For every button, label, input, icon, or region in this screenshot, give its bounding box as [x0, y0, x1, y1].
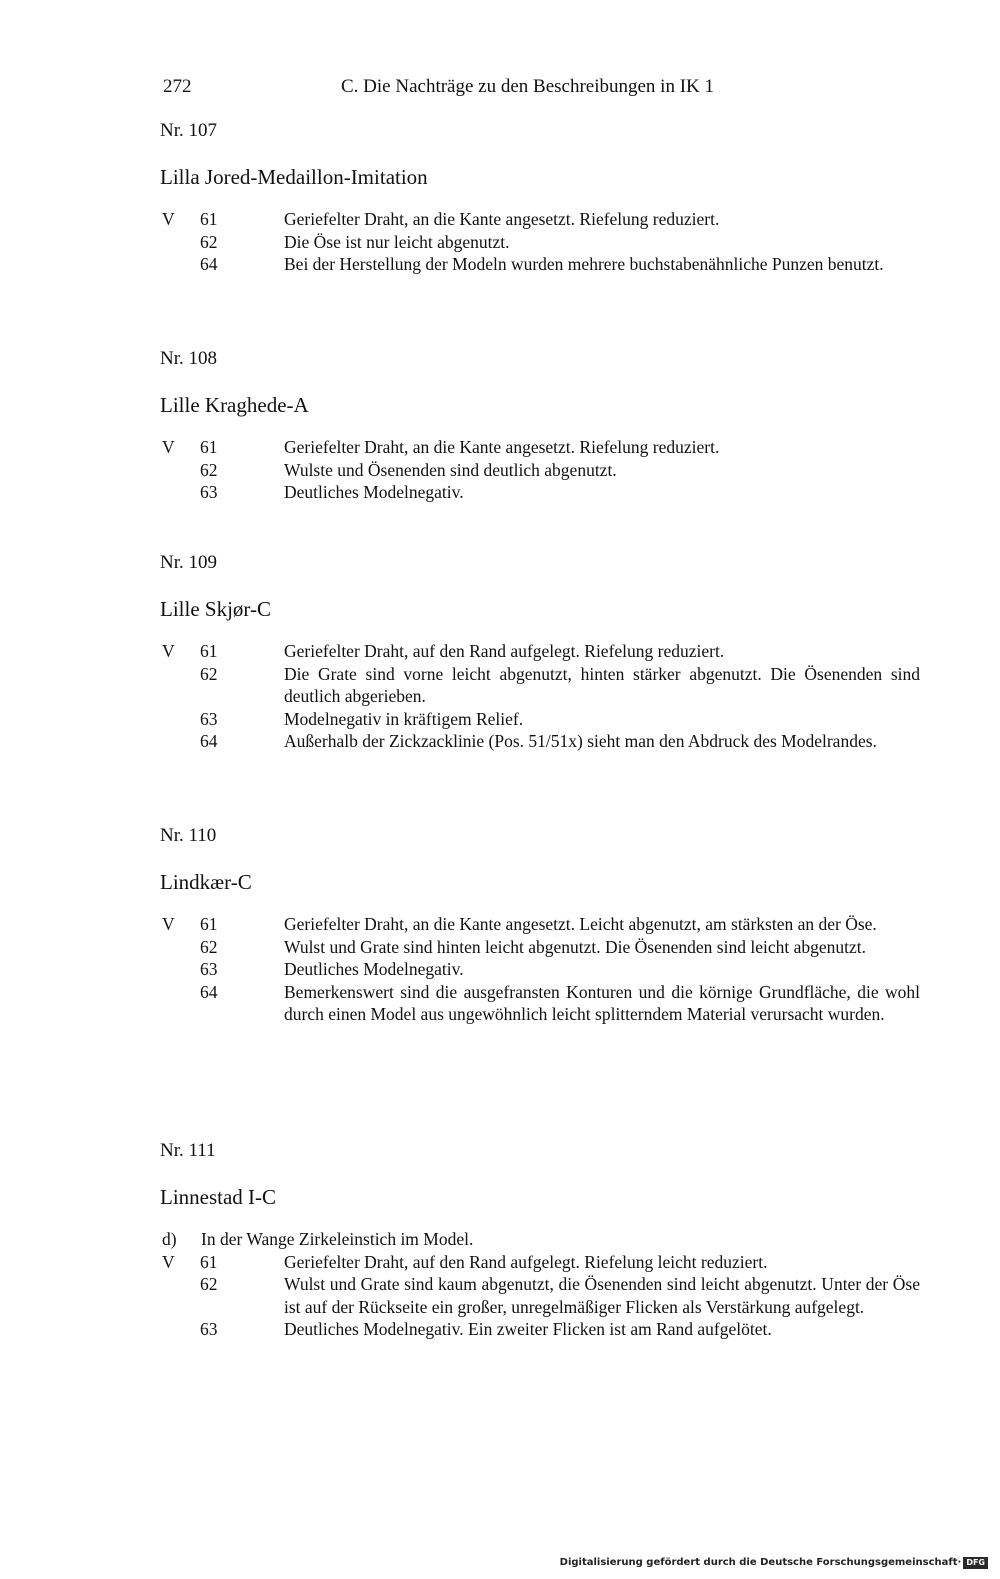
footer-separator: · — [957, 1557, 962, 1568]
dfg-logo-icon: DFG — [963, 1557, 988, 1569]
remark-text: Deutliches Modelnegativ. — [284, 959, 464, 979]
position-number: 62 — [200, 936, 218, 957]
position-number: 61 — [200, 1251, 218, 1272]
remark-row — [160, 1228, 920, 1251]
entry-nr-109 — [160, 549, 920, 753]
entry-nr-110 — [160, 822, 920, 1026]
position-number: 63 — [200, 708, 218, 729]
entry-title: Lindkær-C — [160, 870, 252, 894]
remark-text: Die Öse ist nur leicht abgenutzt. — [284, 231, 510, 252]
remark-text: Die Grate sind vorne leicht abgenutzt, hinten stärker abgenutzt. Die Ösenenden sind deutlich abgerieben. — [284, 663, 920, 706]
position-number: 61 — [200, 914, 218, 934]
remark-text: Geriefelter Draht, an die Kante angesetzt. Riefelung reduziert. — [284, 209, 720, 229]
remark-text: Geriefelter Draht, an die Kante angesetzt. Leicht abgenutzt, am stärksten an der Öse. — [284, 914, 877, 934]
remark-row — [160, 481, 920, 504]
position-number: 62 — [200, 1274, 218, 1294]
entry-title: Lille Kraghede-A — [160, 393, 309, 417]
remark-text: Modelnegativ in kräftigem Relief. — [284, 708, 524, 729]
remark-row — [160, 663, 920, 708]
entry-nr-108 — [160, 345, 920, 504]
remark-row — [160, 208, 920, 231]
remark-text: Wulst und Grate sind hinten leicht abgenutzt. Die Ösenenden sind leicht abgenutzt. — [284, 936, 866, 957]
entry-nr-111 — [160, 1137, 920, 1341]
remark-text: Bemerkenswert sind die ausgefransten Konturen und die körnige Grundfläche, die wohl durch einen Model aus ungewöhnlich leicht splitterndem Material verursacht wurden. — [284, 981, 920, 1024]
section-label: V — [162, 209, 175, 229]
remark-row — [160, 913, 920, 936]
remark-text: Wulst und Grate sind kaum abgenutzt, die Ösenenden sind leicht abgenutzt. Unter der Öse ist auf der Rückseite ein großer, unregelmäßiger Flicken als Verstärkung aufgelegt. — [284, 1274, 920, 1317]
remark-text: Deutliches Modelnegativ. Ein zweiter Flicken ist am Rand aufgelötet. — [284, 1319, 772, 1339]
remark-row — [160, 231, 920, 254]
remark-row — [160, 981, 920, 1026]
position-number: 64 — [200, 731, 218, 751]
running-title: C. Die Nachträge zu den Beschreibungen in IK 1 — [341, 76, 715, 97]
position-number: 62 — [200, 663, 218, 684]
remark-row — [160, 958, 920, 981]
remark-text: Bei der Herstellung der Modeln wurden mehrere buchstabenähnliche Punzen benutzt. — [284, 254, 884, 274]
position-number: 63 — [200, 482, 218, 502]
entry-title: Lille Skjør-C — [160, 597, 271, 621]
section-label: V — [162, 914, 175, 934]
footer-text: Digitalisierung gefördert durch die Deutsche Forschungsgemeinschaft — [559, 1557, 958, 1568]
remark-row — [160, 730, 920, 753]
entry-number: Nr. 109 — [160, 552, 217, 573]
entry-number: Nr. 108 — [160, 348, 217, 369]
remark-row — [160, 253, 920, 276]
remark-row — [160, 459, 920, 482]
position-number: 64 — [200, 981, 218, 1002]
remark-row — [160, 436, 920, 459]
digitization-footer — [560, 1556, 988, 1570]
position-number: 64 — [200, 254, 218, 274]
entry-title: Linnestad I-C — [160, 1185, 277, 1209]
position-number: 62 — [200, 459, 218, 480]
position-number: 61 — [200, 437, 218, 457]
remark-row — [160, 1273, 920, 1318]
remark-row — [160, 1251, 920, 1274]
section-label: V — [162, 437, 175, 457]
remark-text: Deutliches Modelnegativ. — [284, 482, 464, 502]
remark-row — [160, 708, 920, 731]
remarks-list — [160, 640, 920, 753]
entry-number: Nr. 111 — [160, 1140, 216, 1161]
remarks-list — [160, 1228, 920, 1341]
remark-text: Außerhalb der Zickzacklinie (Pos. 51/51x) sieht man den Abdruck des Modelrandes. — [284, 731, 877, 751]
remark-text: Wulste und Ösenenden sind deutlich abgenutzt. — [284, 459, 617, 480]
remark-text: Geriefelter Draht, an die Kante angesetzt. Riefelung reduziert. — [284, 437, 720, 457]
remark-row — [160, 1318, 920, 1341]
remark-text: Geriefelter Draht, auf den Rand aufgelegt. Riefelung leicht reduziert. — [284, 1251, 768, 1272]
section-label: d) — [162, 1229, 177, 1249]
position-number: 63 — [200, 959, 218, 979]
position-number: 61 — [200, 209, 218, 229]
position-number: 62 — [200, 231, 218, 252]
page-number: 272 — [163, 76, 192, 97]
remarks-list — [160, 913, 920, 1026]
entry-number: Nr. 110 — [160, 825, 217, 846]
entry-number: Nr. 107 — [160, 120, 217, 141]
remark-row — [160, 936, 920, 959]
remarks-list — [160, 436, 920, 504]
entry-title: Lilla Jored-Medaillon-Imitation — [160, 165, 428, 189]
entry-nr-107 — [160, 117, 920, 276]
remark-text: Geriefelter Draht, auf den Rand aufgelegt. Riefelung reduziert. — [284, 641, 725, 661]
position-number: 61 — [200, 641, 218, 661]
position-number: 63 — [200, 1319, 218, 1339]
section-label: V — [162, 1251, 175, 1272]
section-label: V — [162, 641, 175, 661]
remark-text: In der Wange Zirkeleinstich im Model. — [201, 1229, 474, 1249]
running-head — [163, 72, 753, 102]
remark-row — [160, 640, 920, 663]
remarks-list — [160, 208, 920, 276]
